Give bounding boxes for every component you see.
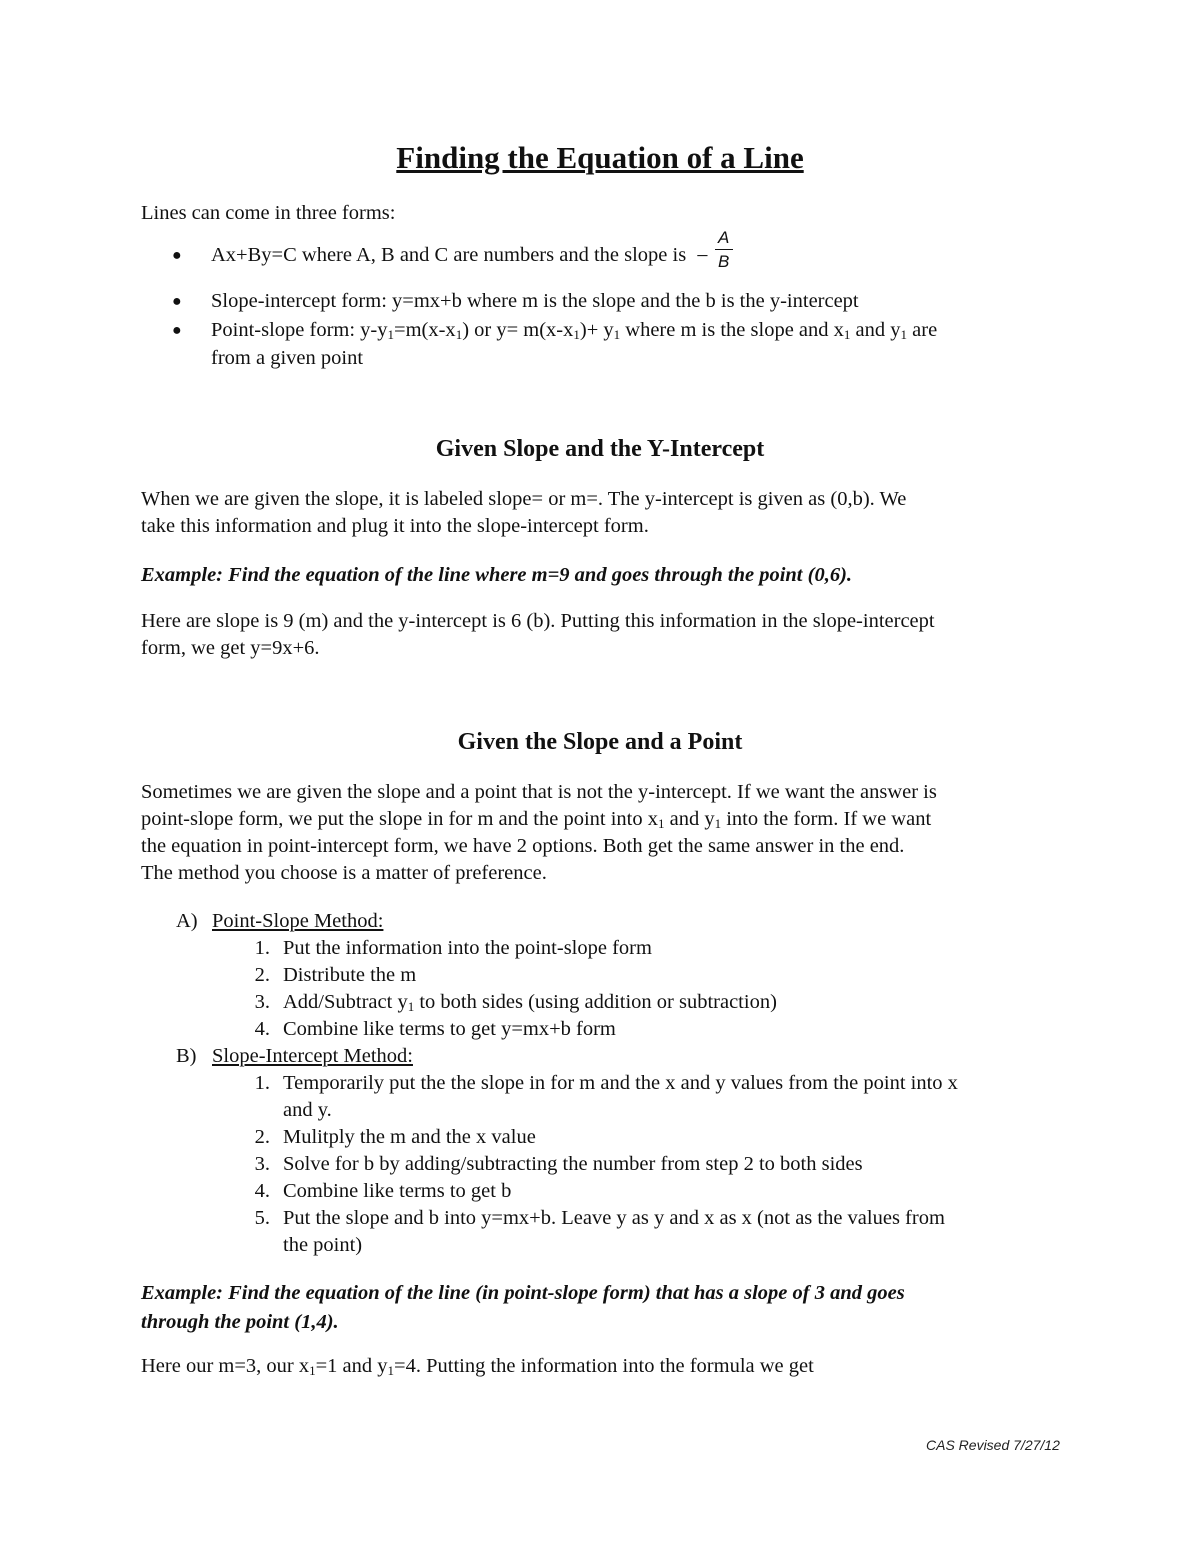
standard-form-text: Ax+By=C where A, B and C are numbers and the slope is xyxy=(211,244,687,266)
bullet-icon: ● xyxy=(172,322,182,339)
minus-sign: − xyxy=(696,243,709,269)
section2-paragraph: Sometimes we are given the slope and a point that is not the y-intercept. If we want the answer is point-slope form, we put the slope in for m and the point into $x_1$ and $y_1$ into the form. If we want the equation in point-intercept form, we have 2 options. Both get the same answer in the end. The method you choose is a matter of preference. xyxy=(141,781,937,884)
section-heading-slope-point: Given the Slope and a Point xyxy=(457,729,743,755)
section1-paragraph: When we are given the slope, it is labeled slope= or m=. The y-intercept is given as (0,b). We take this information and plug it into the slope-intercept form. xyxy=(141,488,907,537)
slope-fraction xyxy=(715,228,733,271)
method-b-heading: B) Slope-Intercept Method: xyxy=(176,1045,413,1067)
section2-example: Example: Find the equation of the line (in point-slope form) that has a slope of 3 and goes through the point (1,4). xyxy=(141,1282,905,1333)
section1-example: Example: Find the equation of the line where m=9 and goes through the point (0,6). xyxy=(141,564,853,586)
section2-answer: Here our m=3, our $x_1=1$ and $y_1=4$. Putting the information into the formula we get xyxy=(141,1355,814,1378)
section-heading-slope-intercept: Given Slope and the Y-Intercept xyxy=(435,436,765,462)
method-a-heading: A) Point-Slope Method: xyxy=(176,910,384,932)
bullet-icon: ● xyxy=(172,293,182,310)
point-slope-text: Point-slope form: $y-y_1=m(x-x_1)$ or $y= m(x-x_1)+ y_1$ where m is the slope and $x_1$ and $y_1$ are from a given point xyxy=(211,319,938,369)
fraction-denominator: B xyxy=(717,251,730,271)
section1-answer: Here are slope is 9 (m) and the y-intercept is 6 (b). Putting this information in the slope-intercept form, we get y=9x+6. xyxy=(141,610,935,659)
fraction-bar xyxy=(715,249,733,250)
bullet-icon: ● xyxy=(172,247,182,264)
slope-intercept-text: Slope-intercept form: y=mx+b where m is the slope and the b is the y-intercept xyxy=(211,290,859,312)
revision-footer: CAS Revised 7/27/12 xyxy=(926,1437,1060,1453)
list-item-standard-form xyxy=(172,227,1062,281)
document-page: Finding the Equation of a Line Lines can come in three forms: ● Ax+By=C where A, B and C are numbers and the slope is − $\frac{A}{B}$ ● Slope-intercept form: y=mx+b where m is the slope and the b is the y-intercept ● Point-slope form: $y-y_1=m(x-x_1)$ or $y= m(x-x_1)+ y_1$ where m is the slope and $x_1$ and $y_1$ are from a given point Given Slope and the Y-Intercept When we are given the slope, it is labeled slope= or m=. The y-intercept is given as (0,b). We take this information and plug it into the slope-intercept form. Example: Find the equation of the line where m=9 and goes through the point (0,6). Here are slope is 9 (m) and the y-intercept is 6 (b). Putting this information in the slope-intercept form, we get y=9x+6. Given the Slope and a Point Sometimes we are given the slope and a point that is not the y-intercept. If we want the answer is point-slope form, we put the slope in for m and the point into $x_1$ and $y_1$ into the form. If we want the equation in point-intercept form, we have 2 options. Both get the same answer in the end. The method you choose is a matter of preference. A) Point-Slope Method: 1. Put the information into the point-slope form 2. Distribute the m 3. Add/Subtract $y_1$ to both sides (using addition or subtraction) 4. Combine like terms to get y=mx+b form B) Slope-Intercept Method: 1. Temporarily put the the slope in for m and the x and y values from the point into x and y. 2. Mulitply the m and the x value 3. Solve for b by adding/subtracting the number from step 2 to both sides 4. Combine like terms to get b 5. Put the slope and b into y=mx+b. Leave y as y and x as x (not as the values from the point) Example: Find the equation of the line (in point-slope form) that has a slope of 3 and goes through the point (1,4). Here our m=3, our $x_1=1$ and $y_1=4$. Putting the information into the formula we get CAS Revised 7/27/12 xyxy=(0,0,1200,1553)
intro-text: Lines can come in three forms: xyxy=(141,202,396,224)
fraction-numerator: A xyxy=(717,227,730,247)
page-title: Finding the Equation of a Line xyxy=(396,140,804,175)
